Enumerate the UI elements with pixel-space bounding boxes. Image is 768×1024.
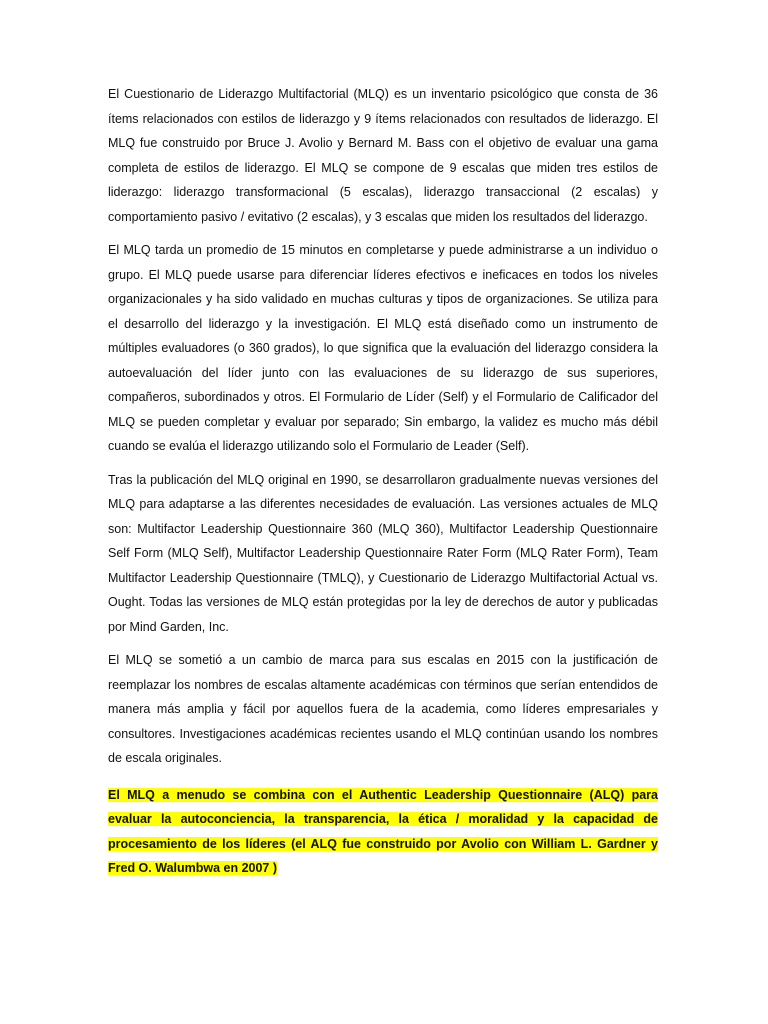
paragraph-mlq-administration: El MLQ tarda un promedio de 15 minutos en completarse y puede administrarse a un individuo o grupo. El MLQ puede usarse para diferenciar líderes efectivos e ineficaces en todos los niveles organizacionales y ha sido validado en muchas culturas y tipos de organizaciones. Se utiliza para el desarrollo del liderazgo y la investigación. El MLQ está diseñado como un instrumento de múltiples evaluadores (o 360 grados), lo que significa que la evaluación del liderazgo considera la autoevaluación del líder junto con las evaluaciones de su liderazgo de sus superiores, compañeros, subordinados y otros. El Formulario de Líder (Self) y el Formulario de Calificador del MLQ se pueden completar y evaluar por separado; Sin embargo, la validez es mucho más débil cuando se evalúa el liderazgo utilizando solo el Formulario de Leader (Self). bbox=[108, 243, 658, 453]
paragraph-mlq-overview: El Cuestionario de Liderazgo Multifactorial (MLQ) es un inventario psicológico que consta de 36 ítems relacionados con estilos de liderazgo y 9 ítems relacionados con resultados de liderazgo. El MLQ fue construido por Bruce J. Avolio y Bernard M. Bass con el objetivo de evaluar una gama completa de estilos de liderazgo. El MLQ se compone de 9 escalas que miden tres estilos de liderazgo: liderazgo transformacional (5 escalas), liderazgo transaccional (2 escalas) y comportamiento pasivo / evitativo (2 escalas), y 3 escalas que miden los resultados del liderazgo. bbox=[108, 87, 658, 224]
highlighted-text: El MLQ a menudo se combina con el Authentic Leadership Questionnaire (ALQ) para evaluar la autoconciencia, la transparencia, la ética / moralidad y la capacidad de procesamiento de los líderes (el ALQ fue construido por Avolio con William L. Gardner y Fred O. Walumbwa en 2007 ) bbox=[108, 787, 658, 875]
paragraph-mlq-rebranding: El MLQ se sometió a un cambio de marca para sus escalas en 2015 con la justificación de reemplazar los nombres de escalas altamente académicas con términos que serían entendidos de manera más amplia y fácil por aquellos fuera de la academia, como líderes empresariales y consultores. Investigaciones académicas recientes usando el MLQ continúan usando los nombres de escala originales. bbox=[108, 653, 658, 765]
paragraph-mlq-versions: Tras la publicación del MLQ original en 1990, se desarrollaron gradualmente nuevas versiones del MLQ para adaptarse a las diferentes necesidades de evaluación. Las versiones actuales de MLQ son: Multifactor Leadership Questionnaire 360 (MLQ 360), Multifactor Leadership Questionnaire Self Form (MLQ Self), Multifactor Leadership Questionnaire Rater Form (MLQ Rater Form), Team Multifactor Leadership Questionnaire (TMLQ), y Cuestionario de Liderazgo Multifactorial Actual vs. Ought. Todas las versiones de MLQ están protegidas por la ley de derechos de autor y publicadas por Mind Garden, Inc. bbox=[108, 472, 658, 634]
paragraph-alq-highlighted bbox=[108, 783, 658, 881]
document-page bbox=[108, 82, 658, 890]
